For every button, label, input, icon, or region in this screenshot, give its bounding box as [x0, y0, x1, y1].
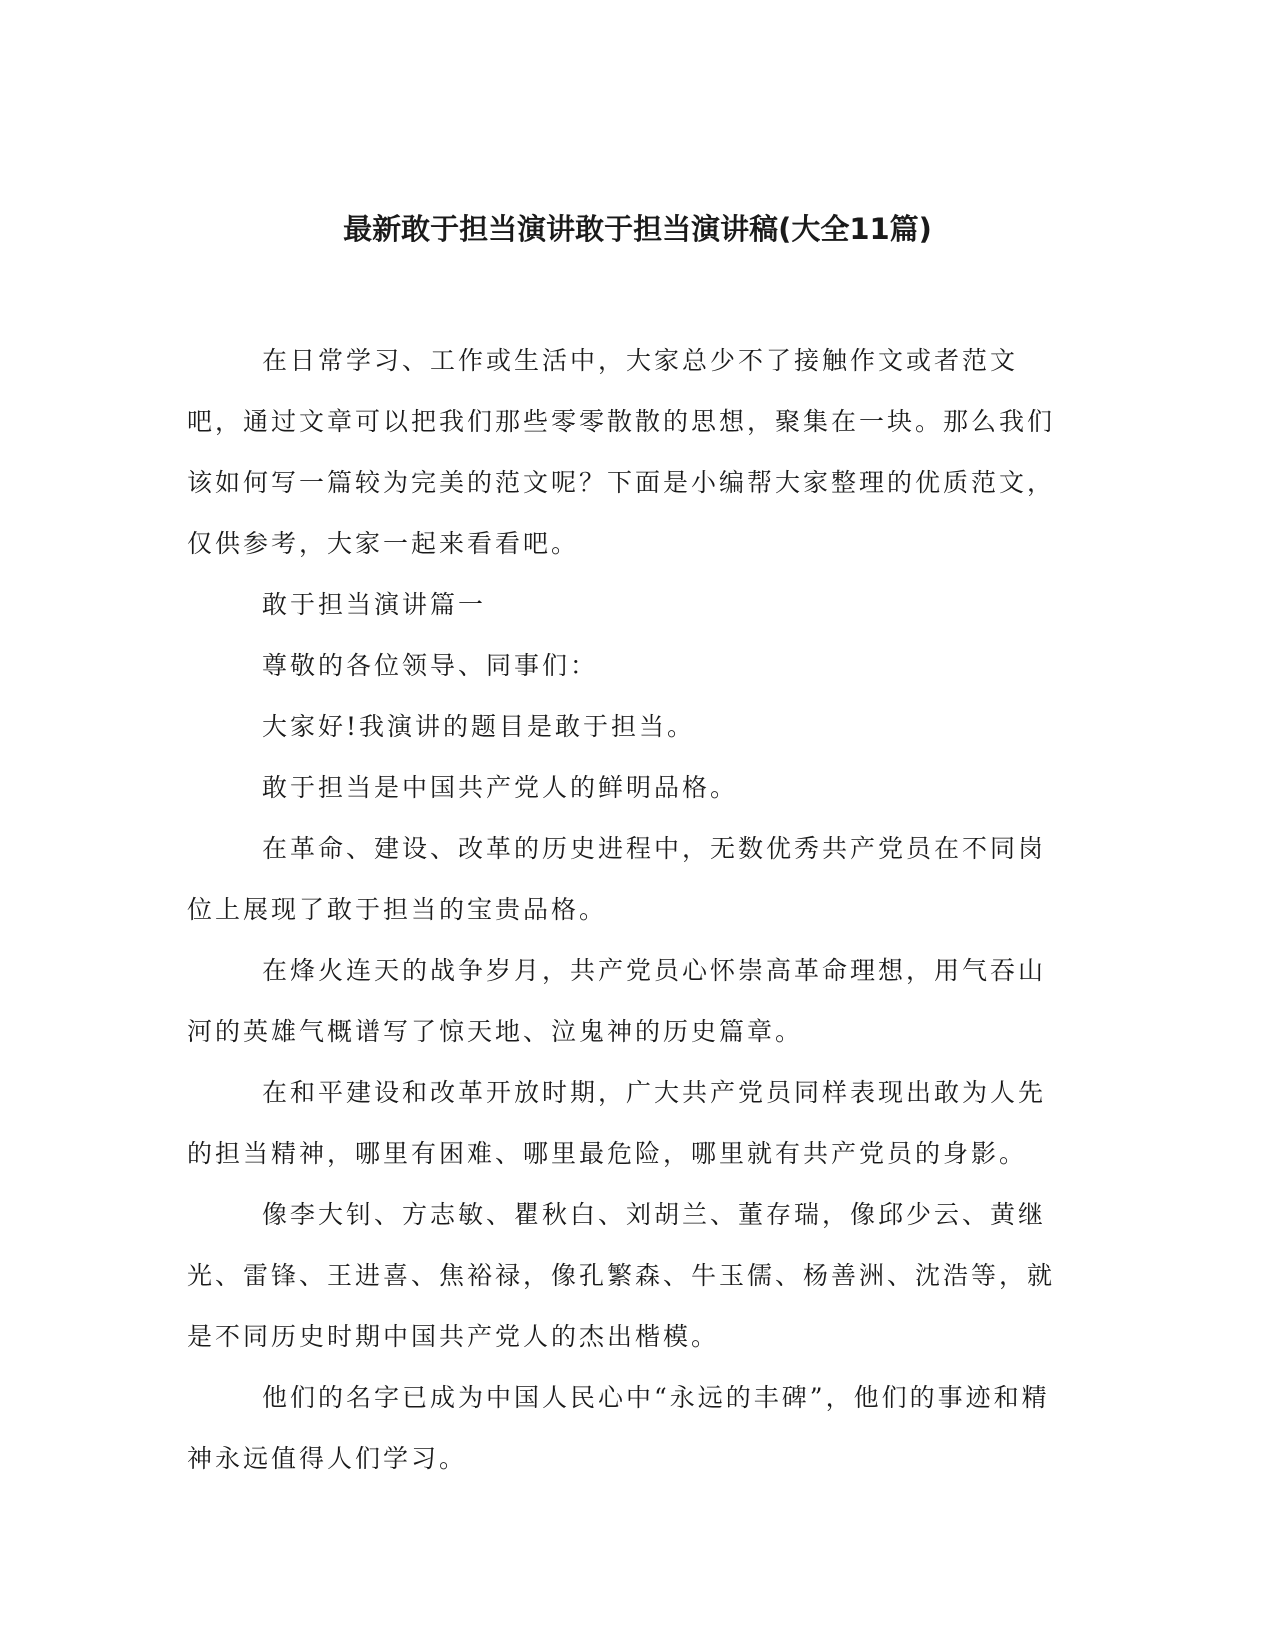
paragraph-salutation: 尊敬的各位领导、同事们： [262, 651, 599, 680]
paragraph-reform-era: 在和平建设和改革开放时期，广大共产党员同样表现出敢为人先的担当精神，哪里有困难、哪里最危险，哪里就有共产党员的身影。 [187, 1078, 1047, 1168]
paragraph-section-heading: 敢于担当演讲篇一 [262, 590, 487, 619]
paragraph-greeting: 大家好!我演讲的题目是敢于担当。 [262, 712, 696, 741]
paragraph-history: 在革命、建设、改革的历史进程中，无数优秀共产党员在不同岗位上展现了敢于担当的宝贵品格。 [187, 834, 1047, 924]
document-body [187, 330, 1067, 1489]
paragraph-role-models: 像李大钊、方志敏、瞿秋白、刘胡兰、董存瑞，像邱少云、黄继光、雷锋、王进喜、焦裕禄，像孔繁森、牛玉儒、杨善洲、沈浩等，就是不同历史时期中国共产党人的杰出楷模。 [187, 1200, 1056, 1351]
paragraph-war-years: 在烽火连天的战争岁月，共产党员心怀崇高革命理想，用气吞山河的英雄气概谱写了惊天地、泣鬼神的历史篇章。 [187, 956, 1047, 1046]
paragraph-thesis: 敢于担当是中国共产党人的鲜明品格。 [262, 773, 739, 802]
paragraph-intro: 在日常学习、工作或生活中，大家总少不了接触作文或者范文吧，通过文章可以把我们那些零零散散的思想，聚集在一块。那么我们该如何写一篇较为完美的范文呢？下面是小编帮大家整理的优质范文，仅供参考，大家一起来看看吧。 [187, 346, 1056, 558]
paragraph-monument: 他们的名字已成为中国人民心中“永远的丰碑”，他们的事迹和精神永远值得人们学习。 [187, 1383, 1050, 1473]
document-title: 最新敢于担当演讲敢于担当演讲稿(大全11篇) [343, 212, 932, 246]
